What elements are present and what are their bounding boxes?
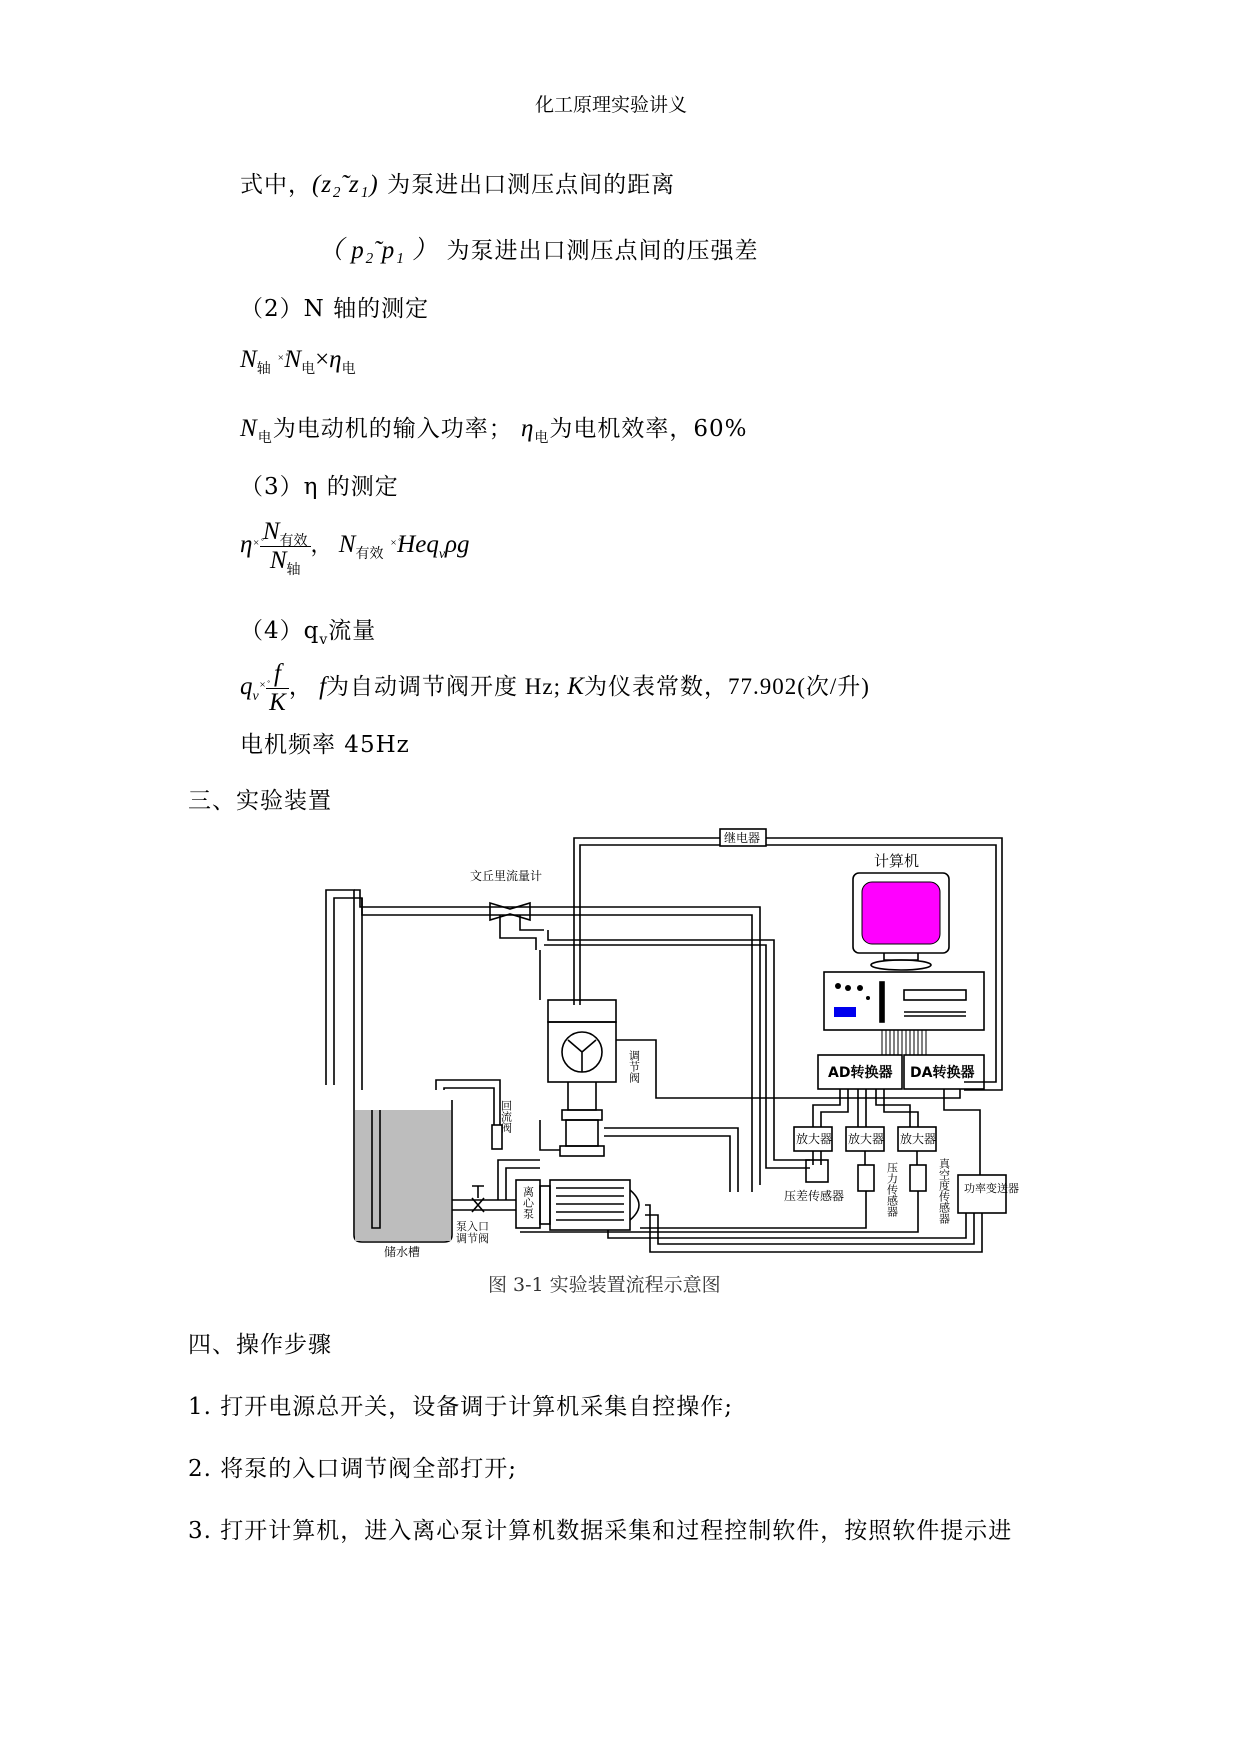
figure-caption: 图 3-1 实验装置流程示意图 bbox=[488, 1274, 721, 1296]
pipe-valve-out bbox=[604, 1136, 730, 1192]
case-button bbox=[857, 985, 863, 991]
symbol-n: N bbox=[240, 415, 258, 442]
sensor-line bbox=[813, 1151, 821, 1165]
amp-line bbox=[813, 1089, 848, 1127]
heading-flow bbox=[240, 612, 377, 648]
label-vacuum-sensor: 真空度传感器 bbox=[937, 1158, 951, 1224]
label-pressure-sensor: 压力传感器 bbox=[885, 1162, 899, 1217]
fraction-numerator bbox=[260, 518, 311, 547]
label-relay: 继电器 bbox=[724, 831, 761, 845]
step-3: 3. 打开计算机，进入离心泵计算机数据采集和过程控制软件，按照软件提示进 bbox=[188, 1518, 1013, 1544]
section-title-steps: 四、操作步骤 bbox=[188, 1332, 332, 1358]
case-button bbox=[866, 996, 870, 1000]
fraction-numerator: f bbox=[266, 660, 289, 689]
subscript-v: v bbox=[252, 689, 259, 705]
label-return-valve: 回流阀 bbox=[499, 1100, 513, 1133]
label-inlet-valve-2: 调节阀 bbox=[456, 1232, 489, 1245]
equals-glyph: ×̊ bbox=[276, 352, 285, 364]
step-1: 1. 打开电源总开关，设备调于计算机采集自控操作; bbox=[188, 1394, 734, 1420]
suction-pipe bbox=[452, 1200, 516, 1210]
motor-frequency: 电机频率 45Hz bbox=[240, 732, 410, 758]
case-button bbox=[835, 983, 841, 989]
description-text: 为仪表常数，77.902(次/升) bbox=[583, 674, 870, 700]
heading-text: （4）q bbox=[240, 618, 320, 644]
power-indicator bbox=[834, 1007, 856, 1017]
pump-coupling bbox=[540, 1186, 550, 1224]
signal-line bbox=[766, 845, 996, 1082]
valve-body bbox=[560, 1146, 604, 1156]
label-computer: 计算机 bbox=[874, 852, 920, 870]
fraction bbox=[266, 660, 289, 717]
formula-flow bbox=[240, 660, 870, 717]
monitor-base bbox=[871, 960, 931, 970]
subscript-electric: 电 bbox=[301, 362, 316, 377]
inlet-valve bbox=[472, 1186, 484, 1212]
label-amplifier-3: 放大器 bbox=[900, 1132, 937, 1146]
equals-glyph: ×̊ bbox=[258, 679, 267, 692]
disk-drive bbox=[904, 990, 966, 1000]
symbol-eta: η bbox=[240, 531, 253, 559]
heading-n-shaft: （2）N 轴的测定 bbox=[240, 296, 430, 322]
rhs-expression: ρg bbox=[445, 531, 470, 559]
monitor-stand bbox=[884, 953, 918, 960]
signal-line bbox=[574, 838, 720, 938]
symbol-n: N bbox=[262, 518, 280, 545]
label-inlet-valve-1: 泵入口 bbox=[456, 1220, 489, 1233]
case-slot bbox=[880, 982, 884, 1022]
valve-actuator-top bbox=[548, 1000, 616, 1022]
valve-body bbox=[562, 1110, 602, 1120]
formula-n-shaft bbox=[240, 346, 356, 377]
symbol-eta: η bbox=[329, 346, 342, 373]
disk-drive bbox=[904, 1012, 966, 1016]
valve-stem bbox=[568, 1082, 596, 1110]
label-pump: 离心泵 bbox=[521, 1186, 535, 1219]
label-ad-converter: AD转换器 bbox=[828, 1065, 893, 1081]
label-power-transmitter: 功率变送器 bbox=[964, 1182, 1019, 1195]
description-text: 为电机效率，60% bbox=[549, 416, 748, 442]
symbol-n: N bbox=[284, 346, 302, 373]
label-tank: 储水槽 bbox=[384, 1245, 421, 1259]
symbol-n: N bbox=[269, 547, 287, 574]
fraction bbox=[260, 518, 311, 578]
formula-line-p bbox=[318, 230, 758, 266]
motor-fins bbox=[556, 1188, 624, 1220]
fraction-denominator bbox=[260, 547, 311, 578]
subscript-electric: 电 bbox=[534, 430, 550, 446]
motor-end bbox=[630, 1190, 639, 1220]
z-description: 为泵进出口测压点间的距离 bbox=[387, 172, 676, 198]
equals-glyph: ×̊ bbox=[389, 537, 398, 550]
tank-water bbox=[355, 1110, 451, 1241]
fraction-denominator: K bbox=[269, 689, 286, 716]
symbol-n: N bbox=[338, 531, 356, 559]
subscript-electric: 电 bbox=[257, 430, 273, 446]
n-electric-description bbox=[240, 410, 748, 446]
comma: ， bbox=[310, 532, 333, 558]
pipe-tank-left bbox=[334, 898, 362, 1090]
valve-body bbox=[566, 1120, 598, 1146]
motor-power-line bbox=[608, 1213, 966, 1238]
vacuum-sensor bbox=[910, 1165, 926, 1191]
subscript-effective: 有效 bbox=[355, 547, 384, 563]
subscript-v: v bbox=[438, 547, 446, 563]
label-amplifier-2: 放大器 bbox=[848, 1132, 885, 1146]
dp-sensor bbox=[806, 1160, 828, 1182]
signal-line bbox=[766, 838, 1002, 1090]
pipe-valve-out bbox=[604, 1128, 738, 1192]
formula-line-z bbox=[240, 166, 675, 199]
times-sign: × bbox=[315, 346, 330, 373]
page-header: 化工原理实验讲义 bbox=[535, 94, 688, 116]
pipe-valve-in bbox=[540, 1120, 560, 1150]
label-regulating-valve: 调节阀 bbox=[627, 1050, 641, 1083]
pressure-sensor bbox=[858, 1165, 874, 1191]
p-expression: （ p₂̃ p₁ ） bbox=[318, 237, 439, 264]
z-expression: (z₂̃ z₁) bbox=[312, 171, 379, 198]
dp-line-to-sensor bbox=[544, 945, 810, 1168]
dp-line-to-sensor bbox=[548, 930, 810, 1160]
step-2: 2. 将泵的入口调节阀全部打开; bbox=[188, 1456, 518, 1482]
subscript-v: v bbox=[319, 632, 329, 648]
apparatus-diagram bbox=[310, 820, 1030, 1270]
pipe-tank-left bbox=[326, 890, 354, 1100]
section-title-apparatus: 三、实验装置 bbox=[188, 788, 332, 814]
subscript-effective: 有效 bbox=[279, 534, 308, 549]
subscript-electric: 电 bbox=[341, 362, 356, 377]
heading-text: 流量 bbox=[328, 618, 377, 644]
comma: ， bbox=[288, 674, 313, 700]
description-text: 为自动调节阀开度 Hz; bbox=[326, 674, 562, 700]
subscript-shaft: 轴 bbox=[256, 362, 271, 377]
amp-line bbox=[858, 1089, 866, 1127]
signal-line bbox=[580, 845, 720, 938]
p-description: 为泵进出口测压点间的压强差 bbox=[446, 238, 759, 264]
venturi-meter bbox=[490, 903, 530, 920]
symbol-k: K bbox=[567, 673, 584, 701]
heading-eta: （3）η 的测定 bbox=[240, 474, 399, 500]
computer-case bbox=[824, 972, 984, 1030]
valve-actuator-dial bbox=[568, 1040, 596, 1072]
symbol-n: N bbox=[240, 346, 257, 373]
case-button bbox=[845, 985, 851, 991]
formula-eta bbox=[240, 518, 470, 578]
line-prefix: 式中， bbox=[240, 172, 312, 198]
monitor-screen bbox=[862, 882, 940, 944]
rhs-expression: Heq bbox=[397, 531, 439, 559]
equals-glyph: ×̊ bbox=[252, 537, 260, 550]
symbol-q: q bbox=[240, 673, 253, 701]
ribbon-cable bbox=[882, 1030, 926, 1055]
symbol-eta: η bbox=[521, 415, 535, 442]
label-dp-sensor: 压差传感器 bbox=[784, 1189, 845, 1203]
label-venturi: 文丘里流量计 bbox=[470, 869, 543, 883]
label-da-converter: DA转换器 bbox=[910, 1065, 975, 1081]
amp-line bbox=[876, 1089, 918, 1127]
symbol-f: f bbox=[319, 673, 327, 701]
description-text: 为电动机的输入功率； bbox=[272, 416, 513, 442]
subscript-shaft: 轴 bbox=[286, 563, 301, 578]
label-amplifier-1: 放大器 bbox=[796, 1132, 833, 1146]
